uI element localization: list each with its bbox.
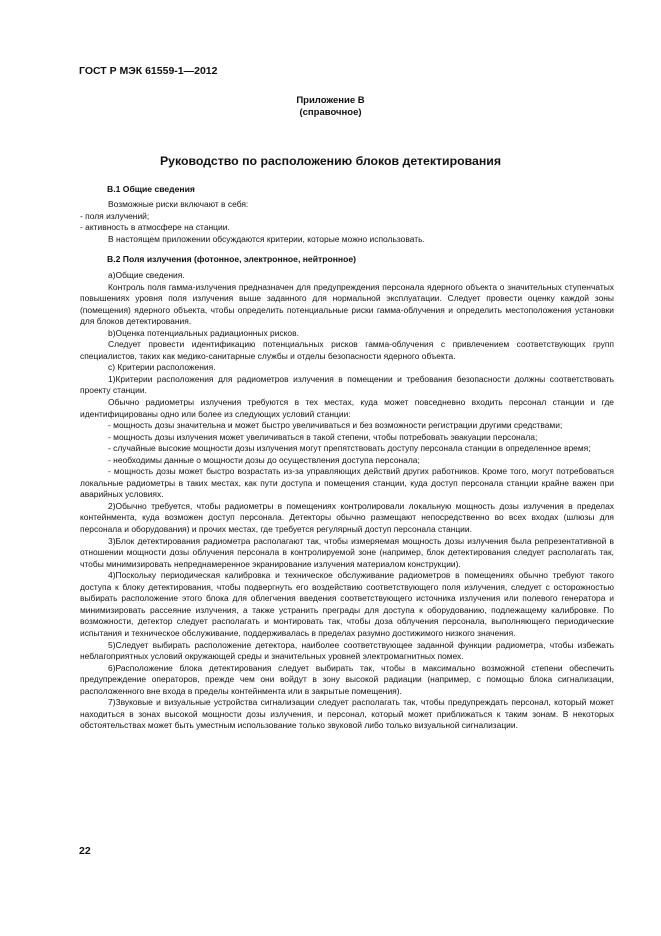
paragraph: Возможные риски включают в себя: — [108, 199, 249, 209]
page-number: 22 — [79, 845, 91, 857]
paragraph: 2)Обычно требуется, чтобы радиометры в помещениях контролировали локальную мощность дозы излучения в пределах контейнмента, куда возможен доступ персонала. Детекторы обычно размещают непосредственно во всех входах (шлюзы для персонала и оборудования) и прочих местах, где требуется регулярный доступ персонала станции. — [80, 500, 614, 535]
paragraph: - мощность дозы значительна и может быстро увеличиваться и без возможности регистрации другими средствами; — [108, 420, 563, 431]
paragraph: 1)Критерии расположения для радиометров излучения в помещении и требования безопасности должны соответствовать проекту станции. — [80, 373, 614, 396]
paragraph: Контроль поля гамма-излучения предназначен для предупреждения персонала ядерного объекта о значительных ступенчатых повышениях уровня поля излучения выше заданного для нормальной эксплуатации. Следует провести оценку каждой зоны (помещения) ядерного объекта, чтобы определить потенциальные риски гамма-облучения и определить местоположения установки для блоков детектирования. — [80, 281, 614, 327]
paragraph: - необходимы данные о мощности дозы до осуществления доступа персонала; — [108, 454, 420, 465]
paragraph: - случайные высокие мощности дозы излучения могут препятствовать доступу персонала станции в определенное время; — [108, 443, 591, 454]
paragraph: - мощность дозы может быстро возрастать из-за управляющих действий других работников. Кроме того, могут потребоваться локальные радиометры в таких местах, как пути доступа и помещения станции, куда доступ персонала станции крайне важен при аварийных условиях. — [80, 466, 614, 500]
annex-title: Приложение В — [296, 95, 365, 106]
paragraph: 5)Следует выбирать расположение детектора, наиболее соответствующее заданной функции радиометра, чтобы избежать неблагоприятных условий окружающей среды и значительных уровней электромагнитных помех. — [80, 639, 614, 662]
paragraph: b)Оценка потенциальных радиационных рисков. — [108, 327, 299, 338]
paragraph: Обычно радиометры излучения требуются в тех местах, куда может повседневно входить персонал станции и где идентифицированы одно или более из следующих условий станции: — [80, 397, 614, 419]
paragraph: Следует провести идентификацию потенциальных рисков гамма-облучения с привлечением соответствующих групп специалистов, таких как медико-санитарные службы и отделы безопасности ядерного объекта. — [80, 339, 614, 361]
paragraph: 3)Блок детектирования радиометра располагают так, чтобы измеряемая мощность дозы излучения была репрезентативной в отношении мощности дозы облучения персонала в контролируемой зоне (например, блок детектирования следует располагать так, чтобы минимизировать непреднамеренное экранирование излучения материалом конструкции). — [80, 535, 614, 569]
section-1-heading: В.1 Общие сведения — [107, 184, 195, 194]
paragraph: а)Общие сведения. — [108, 270, 185, 280]
paragraph: 6)Расположение блока детектирования следует выбирать так, чтобы в максимально возможной степени обеспечить предупреждение операторов, прежде чем они войдут в зону высокой радиации (например, с помощью блока сигнализации, расположенного вне входа в пределы контейнмента или в закрытые помещения). — [80, 662, 614, 696]
paragraph: - поля излучений; — [80, 210, 150, 221]
paragraph: - мощность дозы излучения может увеличиваться в такой степени, чтобы потребовать эвакуации персонала; — [108, 431, 538, 442]
paragraph: 7)Звуковые и визуальные устройства сигнализации следует располагать так, чтобы предупреждать персонал, который может находиться в зонах высокой мощности дозы излучения, и персонал, который может приближаться к таким зонам. В некоторых обстоятельствах может быть уместным использование только звуковой либо только визуальной сигнализации. — [80, 697, 614, 731]
section-2-heading: В.2 Поля излучения (фотонное, электронное, нейтронное) — [107, 254, 356, 264]
paragraph: В настоящем приложении обсуждаются критерии, которые можно использовать. — [108, 233, 425, 244]
annex-subtitle: (справочное) — [299, 107, 362, 118]
section-2-body — [80, 270, 614, 732]
paragraph: c) Критерии расположения. — [108, 362, 216, 373]
main-title: Руководство по расположению блоков детектирования — [159, 154, 502, 168]
section-1-body — [80, 199, 614, 245]
standard-header: ГОСТ Р МЭК 61559-1—2012 — [79, 65, 218, 77]
paragraph: - активность в атмосфере на станции. — [80, 222, 230, 233]
paragraph: 4)Поскольку периодическая калибровка и техническое обслуживание радиометров в помещениях обычно требуют такого доступа к блоку детектирования, чтобы подвергнуть его воздействию соответствующего поля излучения, следует с осторожностью выбирать расположение этого блока для облегчения введения соответствующего источника излучения или полевого генератора и минимизировать рассеяние излучения, а также устранить преграды для доступа к оборудованию, подлежащему калибровке. По возможности, детектор следует располагать и монтировать так, чтобы доза облучения персонала, выполняющего периодические испытания и техническое обслуживание, поддерживалась в пределах разумно достижимого низкого значения. — [80, 570, 614, 638]
